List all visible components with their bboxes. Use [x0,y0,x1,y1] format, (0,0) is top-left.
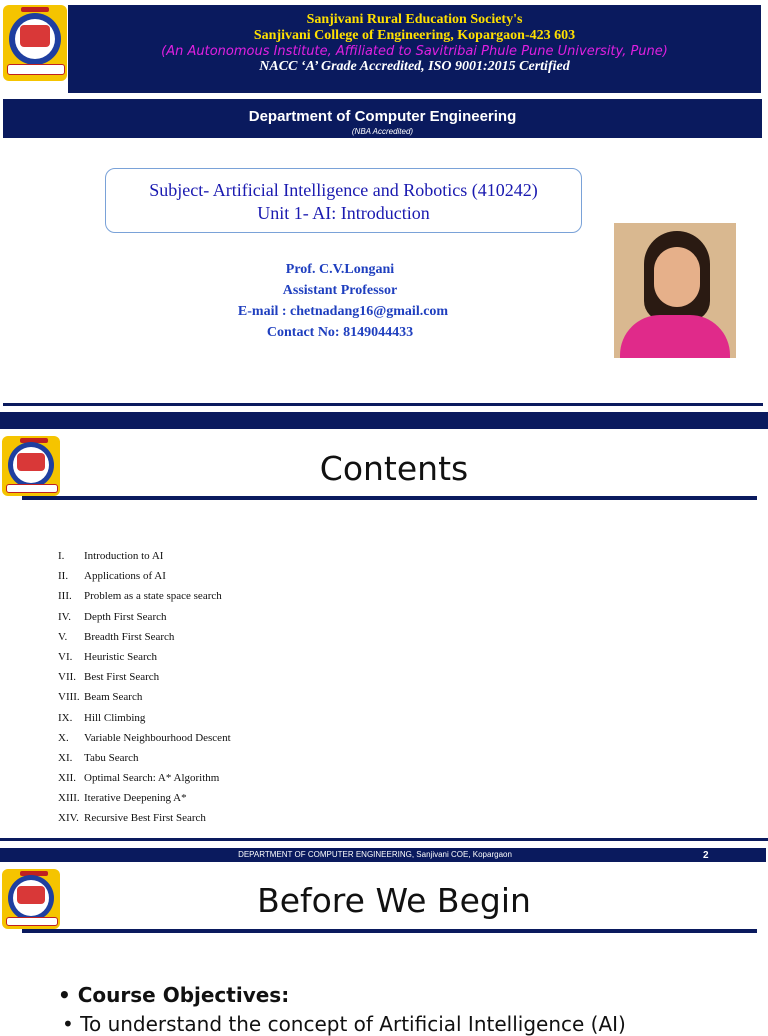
list-item: IX. Hill Climbing [58,711,146,724]
department-subtitle: (NBA Accredited) [351,127,414,136]
title-underline [22,929,757,933]
list-item: XIV. Recursive Best First Search [58,812,206,825]
list-item: I. Introduction to AI [58,550,164,562]
prof-name: Prof. C.V.Longani [285,262,395,277]
list-item: V. Breadth First Search [58,630,175,643]
accreditation-text: NACC ‘A’ Grade Accredited, ISO 9001:2015 Certified [259,59,570,74]
course-objectives-heading: • Course Objectives: [58,983,290,1007]
slide-top-band [0,412,768,429]
professor-photo [614,223,736,358]
list-item: VIII. Beam Search [58,691,143,704]
contents-list [58,550,231,833]
slide-title: Contents [319,449,469,488]
subject-title: Subject- Artificial Intelligence and Robotics (410242) [149,180,538,200]
list-item: VII. Best First Search [58,671,160,684]
list-item: XIII. Iterative Deepening A* [58,792,187,805]
list-item: VI. Heuristic Search [58,650,157,663]
slide-title: Before We Begin [257,881,531,920]
list-item: III. Problem as a state space search [58,590,222,603]
footer-text: DEPARTMENT OF COMPUTER ENGINEERING, Sanjivani COE, Kopargaon [238,850,512,859]
institute-header [68,5,761,93]
unit-title: Unit 1- AI: Introduction [257,203,430,223]
slide-divider [3,403,763,406]
society-name: Sanjivani Rural Education Society's [306,12,523,27]
prof-email: E-mail : chetnadang16@gmail.com [237,304,449,319]
list-item: IV. Depth First Search [58,610,167,623]
objective-item: • To understand the concept of Artificial Intelligence (AI) [62,1012,626,1036]
list-item: XI. Tabu Search [58,751,139,764]
list-item: XII. Optimal Search: A* Algorithm [58,772,220,785]
page-number: 2 [703,850,709,861]
college-name: Sanjivani College of Engineering, Kopargaon-423 603 [253,28,576,43]
affiliation-text: (An Autonomous Institute, Affiliated to Savitribai Phule Pune University, Pune) [161,44,668,59]
prof-title: Assistant Professor [282,283,398,298]
subject-box [105,168,582,233]
slide-footer [0,848,766,862]
department-title: Department of Computer Engineering [248,108,517,125]
title-underline [22,496,757,500]
list-item: X. Variable Neighbourhood Descent [58,731,231,744]
prof-contact: Contact No: 8149044433 [266,325,414,340]
college-logo [3,5,67,81]
slide-bottom-rule [0,838,768,841]
department-band [3,99,762,138]
list-item: II. Applications of AI [58,570,166,583]
